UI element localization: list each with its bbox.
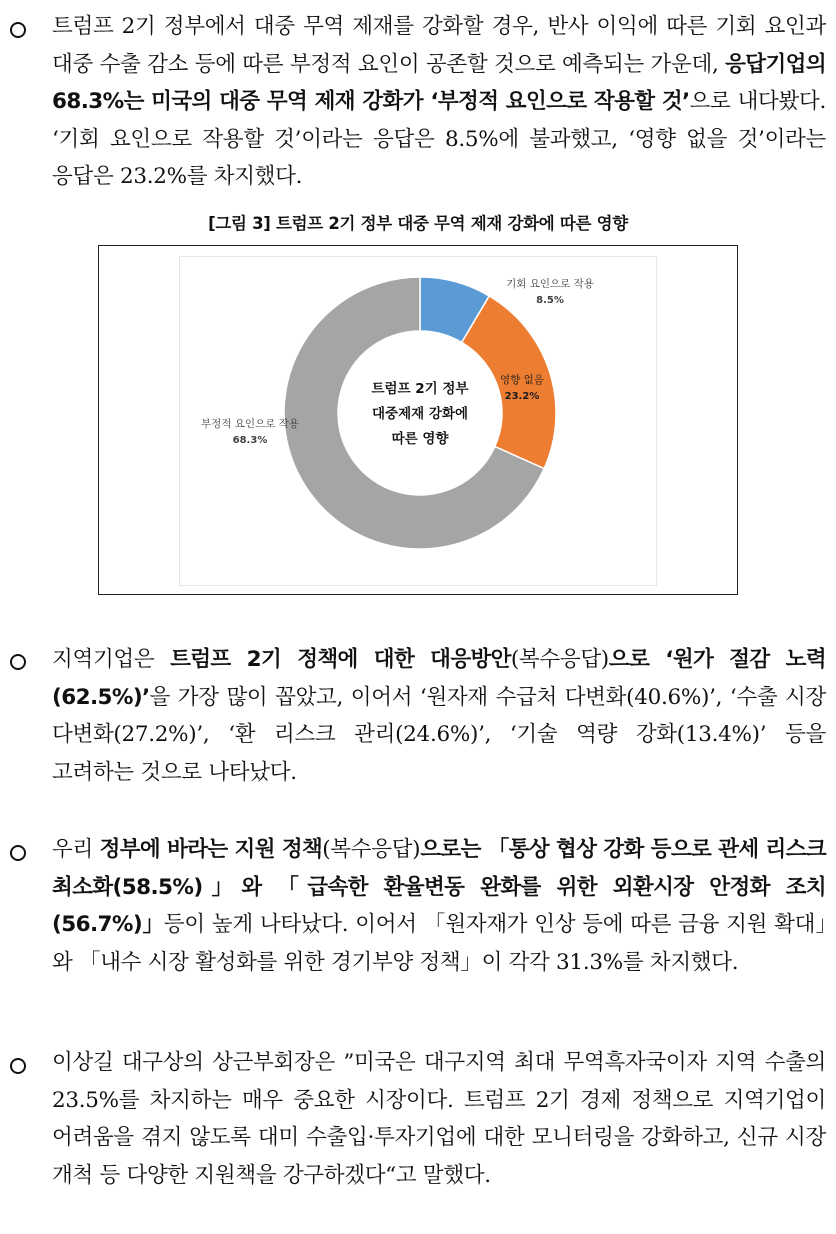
emphasis-text: 응답기업의 68.3%는 미국의 대중 무역 제재 강화가 ‘부정적 요인으로 작용할 것’ [52, 51, 826, 114]
bullet-icon [10, 845, 26, 861]
slice-value: 8.5% [536, 295, 564, 306]
slice-value: 68.3% [232, 435, 268, 446]
figure-caption: [그림 3] 트럼프 2기 정부 대중 무역 제재 강화에 따른 영향 [208, 214, 628, 233]
body-text: 트럼프 2기 정부에서 대중 무역 제재를 강화할 경우, 반사 이익에 따른 기회 요인과 대중 수출 감소 등에 따른 부정적 요인이 공존할 것으로 예측되는 가운데, [52, 14, 826, 77]
emphasis-text: 으로 ‘원가 절감 노력(62.5%)’ [52, 647, 826, 710]
body-text: (복수응답) [322, 837, 421, 862]
bullet-icon [10, 22, 26, 38]
chart-area [179, 256, 657, 586]
paragraph-2 [52, 641, 826, 791]
emphasis-text: 트럼프 2기 정책에 대한 대응방안 [170, 647, 511, 672]
body-text: 등이 높게 나타났다. 이어서 「원자재가 인상 등에 따른 금융 지원 확대」와 「내수 시장 활성화를 위한 경기부양 정책」이 각각 31.3%를 차지했다. [52, 912, 826, 975]
slice-label: 기회 요인으로 작용 [506, 278, 594, 290]
body-text: (복수응답) [510, 647, 609, 672]
body-text: 우리 [52, 837, 100, 862]
body-text: 지역기업은 [52, 647, 171, 672]
emphasis-text: 정부에 바라는 지원 정책 [99, 837, 323, 862]
bullet-icon [10, 654, 26, 670]
slice-label: 부정적 요인으로 작용 [201, 418, 299, 430]
slice-value: 23.2% [504, 391, 540, 402]
body-text: 이상길 대구상의 상근부회장은 ”미국은 대구지역 최대 무역흑자국이자 지역 수출의 23.5%를 차지하는 매우 중요한 시장이다. 트럼프 2기 경제 정책으로 지역기업이 어려움을 겪지 않도록 대미 수출입·투자기업에 대한 모니터링을 강화하고, 신규 시장 개척 등 다양한 지원책을 강구하겠다“고 말했다. [52, 1050, 826, 1188]
slice-label: 영향 없음 [500, 374, 544, 386]
center-label: 트럼프 2기 정부 [371, 381, 469, 397]
center-label: 대중제재 강화에 [372, 406, 468, 422]
chart-frame [98, 245, 738, 595]
donut-chart [180, 257, 658, 587]
bullet-icon [10, 1058, 26, 1074]
body-text: 으로 내다봤다. ‘기회 요인으로 작용할 것’이라는 응답은 8.5%에 불과했고, ‘영향 없을 것’이라는 응답은 23.2%를 차지했다. [52, 89, 826, 189]
center-label: 따른 영향 [391, 431, 449, 447]
paragraph-4 [52, 1044, 826, 1194]
emphasis-text: 으로는 「통상 협상 강화 등으로 관세 리스크 최소화(58.5%)」와 「급속한 환율변동 완화를 위한 외환시장 안정화 조치(56.7%)」 [52, 837, 826, 937]
body-text: 을 가장 많이 꼽았고, 이어서 ‘원자재 수급처 다변화(40.6%)’, ‘수출 시장 다변화(27.2%)’, ‘환 리스크 관리(24.6%)’, ‘기술 역량 강화(13.4%)’ 등을 고려하는 것으로 나타났다. [52, 684, 826, 785]
paragraph-1 [52, 8, 826, 196]
paragraph-3 [52, 831, 826, 981]
